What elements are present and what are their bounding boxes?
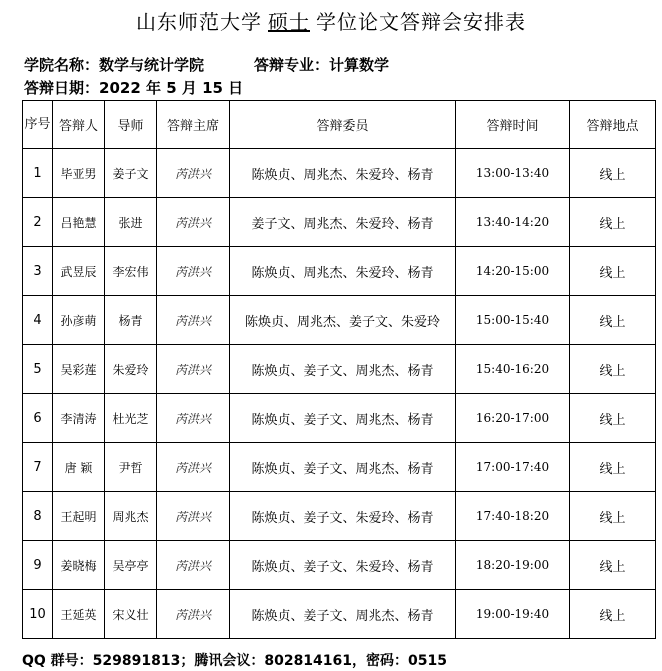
row-number: 10 [23,590,53,639]
header-seq: 序号 [23,101,53,149]
defender-name: 吕艳慧 [53,198,105,247]
row-number: 3 [23,247,53,296]
chair-name: 芮洪兴 [157,247,230,296]
title-prefix: 山东师范大学 [136,10,262,34]
defender-name: 姜晓梅 [53,541,105,590]
defense-location: 线上 [570,149,656,198]
defense-time: 15:00-15:40 [456,296,570,345]
college-major-line [24,54,389,75]
committee-members: 陈焕贞、周兆杰、朱爱玲、杨青 [230,149,456,198]
advisor-name: 张进 [105,198,157,247]
defense-time: 17:40-18:20 [456,492,570,541]
defender-name: 吴彩莲 [53,345,105,394]
row-number: 5 [23,345,53,394]
defense-location: 线上 [570,590,656,639]
chair-name: 芮洪兴 [157,541,230,590]
row-number: 9 [23,541,53,590]
defense-location: 线上 [570,443,656,492]
defender-name: 王起明 [53,492,105,541]
table-row [23,492,656,541]
defense-time: 17:00-17:40 [456,443,570,492]
table-row [23,198,656,247]
defense-time: 13:40-14:20 [456,198,570,247]
defense-location: 线上 [570,198,656,247]
defense-location: 线上 [570,541,656,590]
committee-members: 陈焕贞、周兆杰、姜子文、朱爱玲 [230,296,456,345]
row-number: 8 [23,492,53,541]
chair-name: 芮洪兴 [157,443,230,492]
advisor-name: 周兆杰 [105,492,157,541]
chair-name: 芮洪兴 [157,394,230,443]
row-number: 4 [23,296,53,345]
defender-name: 毕亚男 [53,149,105,198]
advisor-name: 吴亭亭 [105,541,157,590]
header-chair: 答辩主席 [157,101,230,149]
chair-name: 芮洪兴 [157,149,230,198]
committee-members: 陈焕贞、姜子文、朱爱玲、杨青 [230,492,456,541]
defender-name: 李清涛 [53,394,105,443]
advisor-name: 李宏伟 [105,247,157,296]
table-row [23,394,656,443]
advisor-name: 杜光芝 [105,394,157,443]
defense-time: 18:20-19:00 [456,541,570,590]
table-row [23,345,656,394]
table-row [23,247,656,296]
committee-members: 陈焕贞、姜子文、朱爱玲、杨青 [230,541,456,590]
chair-name: 芮洪兴 [157,345,230,394]
table-row [23,443,656,492]
schedule-table [22,100,656,639]
date-line [24,77,243,98]
defense-location: 线上 [570,247,656,296]
major-label: 答辩专业： [254,56,330,74]
header-committee: 答辩委员 [230,101,456,149]
defense-time: 19:00-19:40 [456,590,570,639]
major-name: 计算数学 [329,56,390,74]
defender-name: 唐 颖 [53,443,105,492]
row-number: 6 [23,394,53,443]
contact-footer: QQ 群号：529891813；腾讯会议：802814161，密码：0515 [22,653,447,669]
advisor-name: 姜子文 [105,149,157,198]
defense-date: 2022 年 5 月 15 日 [99,79,244,97]
college-name: 数学与统计学院 [99,56,205,74]
advisor-name: 尹哲 [105,443,157,492]
defense-location: 线上 [570,492,656,541]
defense-time: 15:40-16:20 [456,345,570,394]
defender-name: 王延英 [53,590,105,639]
header-advisor: 导师 [105,101,157,149]
defense-time: 13:00-13:40 [456,149,570,198]
title-degree: 硕士 [268,10,310,34]
chair-name: 芮洪兴 [157,492,230,541]
defense-location: 线上 [570,394,656,443]
table-row [23,296,656,345]
defense-location: 线上 [570,296,656,345]
defense-time: 14:20-15:00 [456,247,570,296]
table-header-row [23,101,656,149]
defender-name: 武昱辰 [53,247,105,296]
row-number: 7 [23,443,53,492]
committee-members: 陈焕贞、周兆杰、朱爱玲、杨青 [230,247,456,296]
chair-name: 芮洪兴 [157,296,230,345]
advisor-name: 朱爱玲 [105,345,157,394]
chair-name: 芮洪兴 [157,198,230,247]
row-number: 1 [23,149,53,198]
header-time: 答辩时间 [456,101,570,149]
defender-name: 孙彦萌 [53,296,105,345]
table-row [23,149,656,198]
committee-members: 姜子文、周兆杰、朱爱玲、杨青 [230,198,456,247]
date-label: 答辩日期： [24,79,100,97]
header-defender: 答辩人 [53,101,105,149]
table-row [23,590,656,639]
advisor-name: 宋义壮 [105,590,157,639]
advisor-name: 杨青 [105,296,157,345]
defense-time: 16:20-17:00 [456,394,570,443]
page-title [0,6,662,35]
defense-location: 线上 [570,345,656,394]
row-number: 2 [23,198,53,247]
committee-members: 陈焕贞、姜子文、周兆杰、杨青 [230,443,456,492]
chair-name: 芮洪兴 [157,590,230,639]
header-location: 答辩地点 [570,101,656,149]
table-row [23,541,656,590]
college-label: 学院名称： [24,56,100,74]
title-suffix: 学位论文答辩会安排表 [316,10,526,34]
committee-members: 陈焕贞、姜子文、周兆杰、杨青 [230,590,456,639]
committee-members: 陈焕贞、姜子文、周兆杰、杨青 [230,345,456,394]
committee-members: 陈焕贞、姜子文、周兆杰、杨青 [230,394,456,443]
